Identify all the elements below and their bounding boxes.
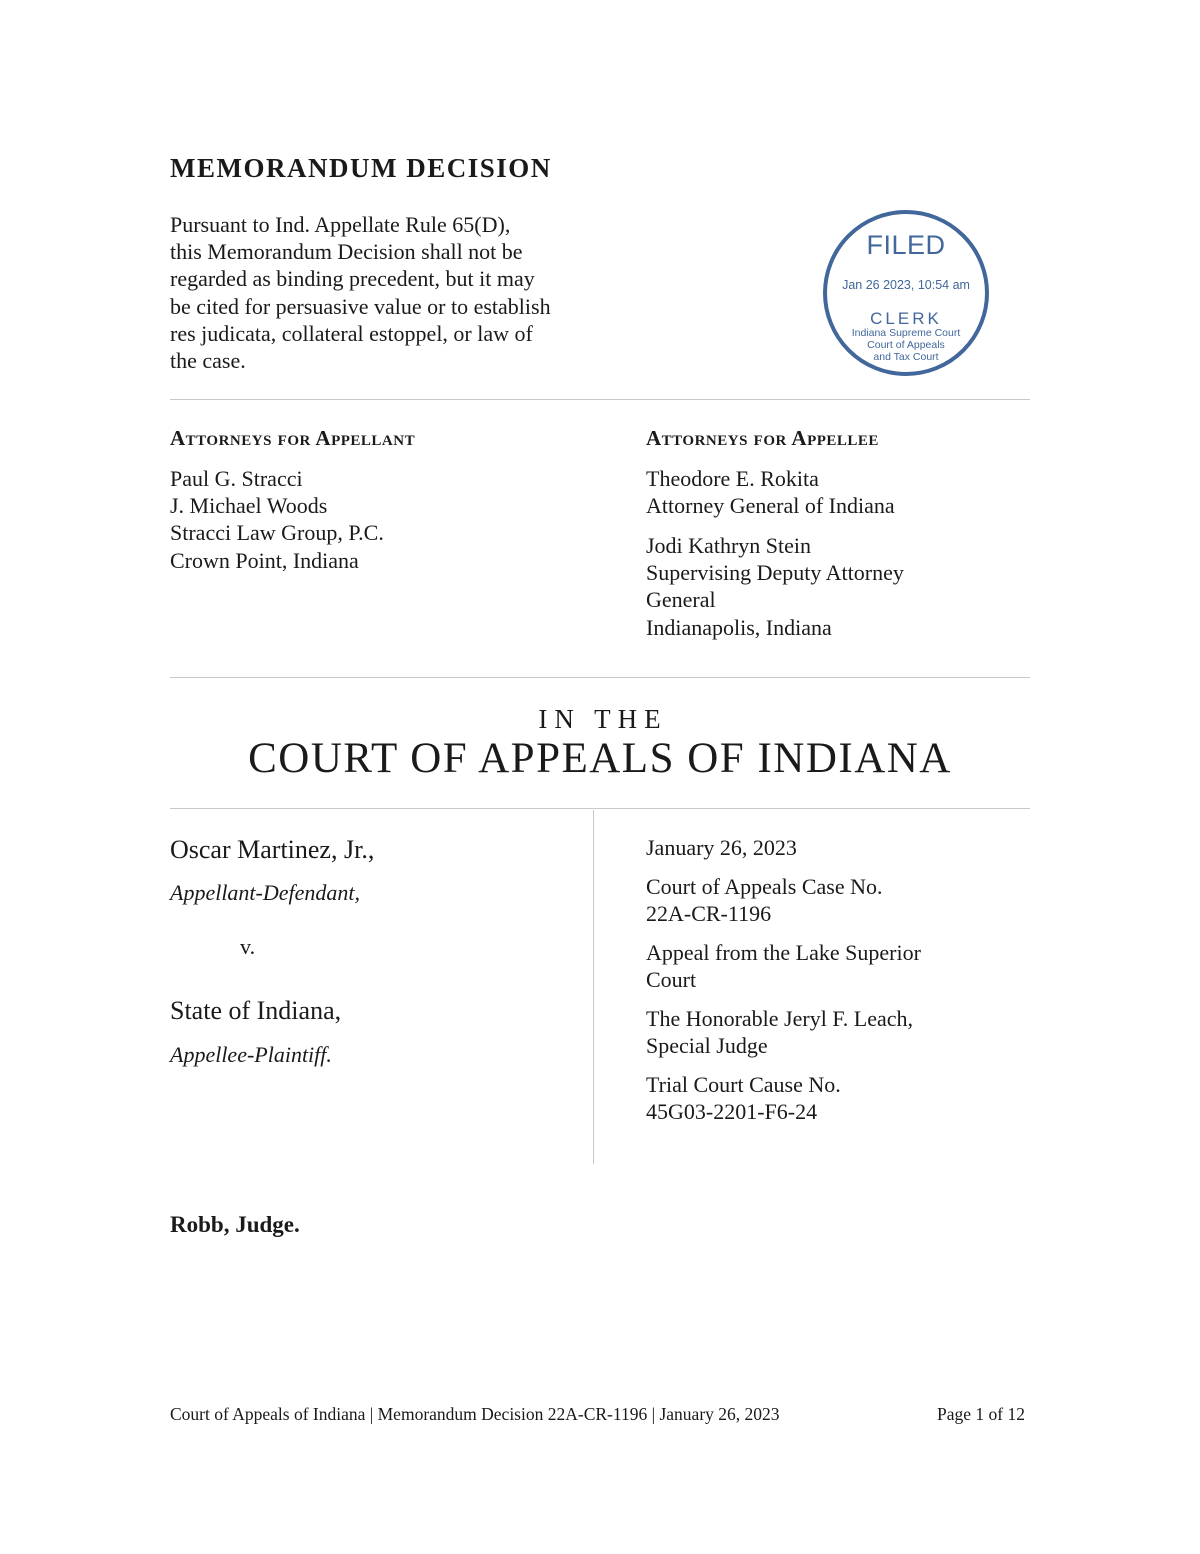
attorney-line: General [646, 587, 716, 613]
attorney-line: Indianapolis, Indiana [646, 614, 832, 640]
stamp-court-line: Indiana Supreme Court [851, 327, 961, 339]
attorney-line: Supervising Deputy Attorney [646, 560, 904, 586]
stamp-filed-label: FILED [866, 230, 946, 260]
section-divider [170, 808, 1030, 809]
column-divider [593, 810, 594, 1164]
cause-number-value: 45G03-2201-F6-24 [646, 1099, 818, 1125]
trial-cause-number [646, 1071, 841, 1125]
attorney-line: Theodore E. Rokita [646, 466, 819, 491]
appellant-attorneys-heading: Attorneys for Appellant [170, 426, 416, 450]
appellee-attorneys-heading: Attorneys for Appellee [646, 426, 879, 450]
memo-title: MEMORANDUM DECISION [170, 153, 552, 183]
stamp-court-line: and Tax Court [873, 351, 939, 363]
notice-line: Pursuant to Ind. Appellate Rule 65(D), [170, 212, 511, 237]
section-divider [170, 677, 1030, 678]
case-number [646, 873, 882, 927]
attorney-line: Paul G. Stracci [170, 466, 303, 491]
opinion-author: Robb, Judge. [170, 1212, 300, 1237]
cause-number-label: Trial Court Cause No. [646, 1072, 841, 1097]
attorney-line: Attorney General of Indiana [646, 493, 895, 519]
appeal-from-line: Court [646, 967, 697, 993]
case-number-label: Court of Appeals Case No. [646, 874, 883, 899]
page-number: Page 1 of 12 [937, 1404, 1025, 1424]
notice-line: this Memorandum Decision shall not be [170, 239, 523, 265]
court-name: COURT OF APPEALS OF INDIANA [248, 735, 952, 782]
appellant-name: Oscar Martinez, Jr., [170, 835, 375, 864]
notice-line: the case. [170, 348, 246, 374]
versus: v. [240, 934, 256, 959]
court-heading-prefix: IN THE [538, 704, 668, 734]
filed-stamp [823, 210, 989, 376]
attorney-line: Crown Point, Indiana [170, 547, 359, 573]
appeal-from-line: Appeal from the Lake Superior [646, 940, 921, 965]
stamp-date: Jan 26 2023, 10:54 am [842, 278, 970, 292]
trial-judge [646, 1005, 913, 1059]
case-number-value: 22A-CR-1196 [646, 901, 772, 927]
decision-date: January 26, 2023 [646, 835, 797, 860]
appellee-name: State of Indiana, [170, 996, 342, 1025]
appeal-from [646, 939, 921, 993]
attorney-line: Jodi Kathryn Stein [646, 533, 811, 558]
notice-line: be cited for persuasive value or to establish [170, 293, 551, 319]
stamp-clerk-label: CLERK [870, 309, 942, 328]
stamp-court-line: Court of Appeals [867, 339, 945, 351]
appellee-attorneys-group-2 [646, 532, 904, 641]
notice-line: res judicata, collateral estoppel, or law of [170, 320, 533, 346]
section-divider [170, 399, 1030, 400]
page-footer: Court of Appeals of Indiana | Memorandum Decision 22A-CR-1196 | January 26, 2023 [170, 1404, 780, 1424]
attorney-line: Stracci Law Group, P.C. [170, 520, 384, 546]
appellee-attorneys-group-1 [646, 465, 895, 519]
memo-notice [170, 211, 610, 374]
appellant-attorneys-list [170, 465, 384, 574]
attorney-line: J. Michael Woods [170, 493, 328, 519]
trial-judge-name: The Honorable Jeryl F. Leach, [646, 1006, 914, 1031]
appellant-role: Appellant-Defendant, [170, 880, 361, 905]
appellee-role: Appellee-Plaintiff. [170, 1042, 332, 1067]
notice-line: regarded as binding precedent, but it may [170, 266, 535, 292]
trial-judge-title: Special Judge [646, 1033, 768, 1059]
